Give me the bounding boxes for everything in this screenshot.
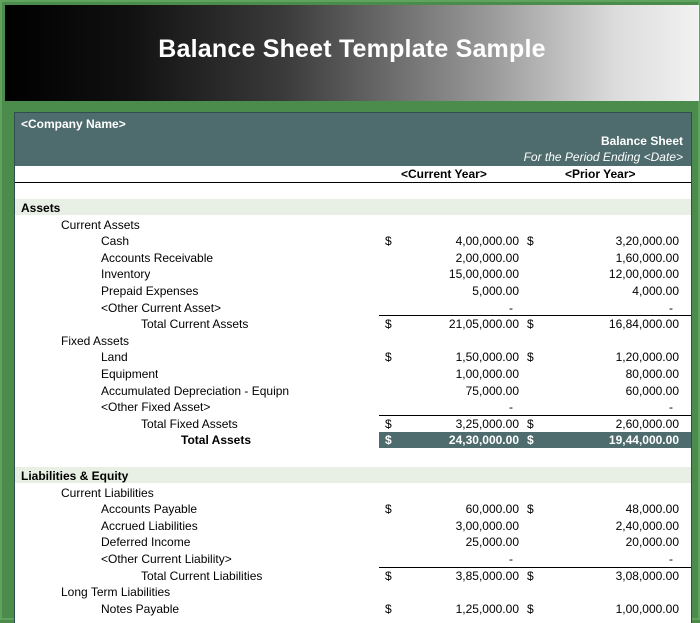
prior-year-value[interactable]: 80,000.00 xyxy=(625,366,679,381)
currency-symbol: $ xyxy=(385,234,392,249)
row-label: Total Current Liabilities xyxy=(141,568,263,583)
section-label: Liabilities & Equity xyxy=(21,469,129,483)
row-label: Accounts Receivable xyxy=(101,250,214,265)
company-name: <Company Name> xyxy=(21,117,126,131)
currency-symbol: $ xyxy=(385,350,392,365)
table-row xyxy=(15,568,691,584)
row-label: Total Current Assets xyxy=(141,317,249,332)
table-row xyxy=(15,300,691,316)
prior-year-value[interactable]: 1,60,000.00 xyxy=(615,250,679,265)
section-heading-liabilities xyxy=(15,468,691,484)
current-year-value[interactable]: - xyxy=(509,300,513,315)
table-row xyxy=(15,233,691,249)
table-row xyxy=(15,316,691,332)
current-year-value[interactable]: 15,00,000.00 xyxy=(448,267,519,282)
current-year-value[interactable]: 25,000.00 xyxy=(465,535,519,550)
row-label: Fixed Assets xyxy=(61,333,130,348)
prior-year-value[interactable]: 2,60,000.00 xyxy=(615,416,679,431)
current-year-value[interactable]: 3,85,000.00 xyxy=(455,568,519,583)
sheet-title: Balance Sheet xyxy=(600,134,683,148)
current-year-value[interactable]: - xyxy=(509,400,513,415)
current-year-value[interactable]: 5,000.00 xyxy=(472,283,519,298)
row-label: Accumulated Depreciation - Equipn xyxy=(101,383,290,398)
currency-symbol: $ xyxy=(385,433,392,448)
prior-year-value[interactable]: - xyxy=(669,400,673,415)
page-title: Balance Sheet Template Sample xyxy=(158,35,546,63)
row-label: Accounts Payable xyxy=(101,502,198,517)
table-row xyxy=(15,501,691,517)
row-label: <Other Current Liability> xyxy=(101,551,232,566)
currency-symbol: $ xyxy=(527,317,534,332)
current-year-value[interactable]: 24,30,000.00 xyxy=(448,433,519,448)
column-header-prior: <Prior Year> xyxy=(565,167,636,181)
table-row xyxy=(15,399,691,415)
table-row xyxy=(15,250,691,266)
currency-symbol: $ xyxy=(385,317,392,332)
currency-symbol: $ xyxy=(527,416,534,431)
row-label: Land xyxy=(101,350,128,365)
table-row xyxy=(15,485,691,501)
currency-symbol: $ xyxy=(527,601,534,616)
row-label: Cash xyxy=(101,234,130,249)
table-row xyxy=(15,383,691,399)
current-year-value[interactable]: 4,00,000.00 xyxy=(455,234,519,249)
column-header-current: <Current Year> xyxy=(401,167,487,181)
row-label: Accrued Liabilities xyxy=(101,518,198,533)
currency-symbol: $ xyxy=(527,568,534,583)
currency-symbol: $ xyxy=(385,568,392,583)
prior-year-value[interactable]: 16,84,000.00 xyxy=(608,317,679,332)
table-row xyxy=(15,601,691,617)
current-year-value[interactable]: 3,00,000.00 xyxy=(455,518,519,533)
row-label: Total Fixed Assets xyxy=(141,416,238,431)
table-row xyxy=(15,416,691,432)
currency-symbol: $ xyxy=(527,350,534,365)
period-label: For the Period Ending <Date> xyxy=(523,150,683,164)
current-year-value[interactable]: 3,25,000.00 xyxy=(455,416,519,431)
sheet-header xyxy=(15,113,691,166)
prior-year-value[interactable]: 48,000.00 xyxy=(625,502,679,517)
row-label: Prepaid Expenses xyxy=(101,283,199,298)
currency-symbol: $ xyxy=(385,601,392,616)
row-label: Inventory xyxy=(101,267,151,282)
prior-year-value[interactable]: 3,08,000.00 xyxy=(615,568,679,583)
balance-sheet xyxy=(14,112,692,623)
currency-symbol: $ xyxy=(385,416,392,431)
table-row xyxy=(15,432,691,448)
row-label: <Other Current Asset> xyxy=(101,300,222,315)
table-row xyxy=(15,518,691,534)
table-row xyxy=(15,584,691,600)
row-label: Equipment xyxy=(101,366,159,381)
row-label: <Other Fixed Asset> xyxy=(101,400,211,415)
prior-year-value[interactable]: 1,20,000.00 xyxy=(615,350,679,365)
current-year-value[interactable]: 1,25,000.00 xyxy=(455,601,519,616)
section-heading-assets xyxy=(15,200,691,216)
table-row xyxy=(15,534,691,550)
current-year-value[interactable]: - xyxy=(509,551,513,566)
table-row xyxy=(15,333,691,349)
header-divider xyxy=(15,182,691,183)
prior-year-value[interactable]: 4,000.00 xyxy=(632,283,679,298)
prior-year-value[interactable]: 3,20,000.00 xyxy=(615,234,679,249)
title-banner xyxy=(5,5,699,101)
prior-year-value[interactable]: 20,000.00 xyxy=(625,535,679,550)
table-row xyxy=(15,283,691,299)
prior-year-value[interactable]: 1,00,000.00 xyxy=(615,601,679,616)
currency-symbol: $ xyxy=(527,502,534,517)
prior-year-value[interactable]: 60,000.00 xyxy=(625,383,679,398)
row-label: Total Assets xyxy=(181,433,252,448)
table-row xyxy=(15,366,691,382)
current-year-value[interactable]: 1,00,000.00 xyxy=(455,366,519,381)
currency-symbol: $ xyxy=(527,433,534,448)
prior-year-value[interactable]: - xyxy=(669,551,673,566)
table-row xyxy=(15,266,691,282)
table-row xyxy=(15,551,691,567)
row-label: Current Assets xyxy=(61,217,140,232)
section-label: Assets xyxy=(21,201,61,215)
table-row xyxy=(15,217,691,233)
table-row xyxy=(15,349,691,365)
row-label: Long Term Liabilities xyxy=(61,585,171,600)
row-label: Deferred Income xyxy=(101,535,191,550)
currency-symbol: $ xyxy=(385,502,392,517)
current-year-value[interactable]: 75,000.00 xyxy=(465,383,519,398)
prior-year-value[interactable]: 19,44,000.00 xyxy=(608,433,679,448)
currency-symbol: $ xyxy=(527,234,534,249)
prior-year-value[interactable]: 2,40,000.00 xyxy=(615,518,679,533)
current-year-value[interactable]: 1,50,000.00 xyxy=(455,350,519,365)
row-label: Notes Payable xyxy=(101,601,180,616)
row-label: Current Liabilities xyxy=(61,485,154,500)
prior-year-value[interactable]: 12,00,000.00 xyxy=(608,267,679,282)
current-year-value[interactable]: 2,00,000.00 xyxy=(455,250,519,265)
prior-year-value[interactable]: - xyxy=(669,300,673,315)
current-year-value[interactable]: 21,05,000.00 xyxy=(448,317,519,332)
current-year-value[interactable]: 60,000.00 xyxy=(465,502,519,517)
